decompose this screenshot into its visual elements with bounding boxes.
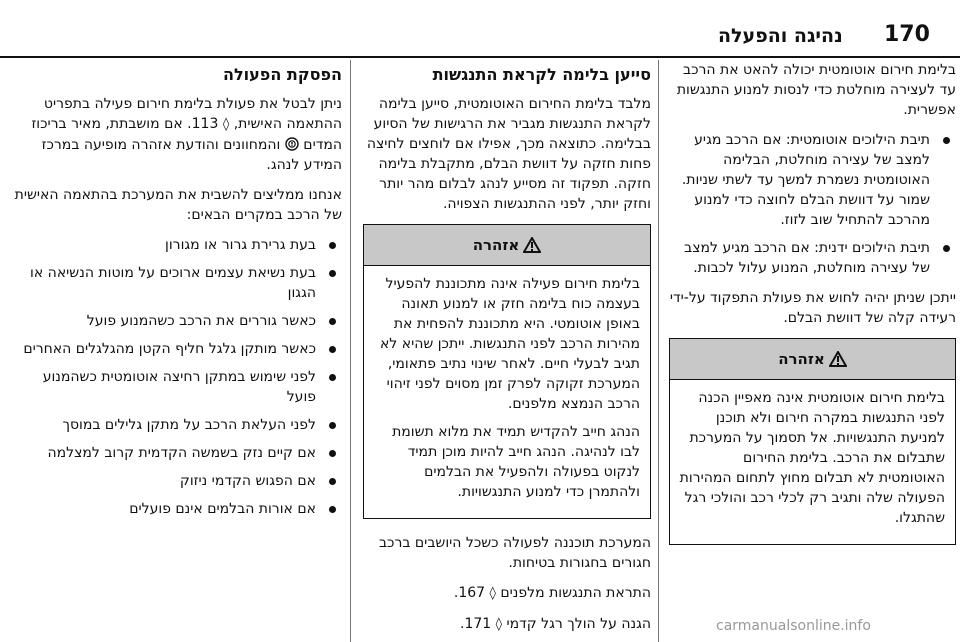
bullet-icon [329,242,336,249]
column-left [6,60,346,642]
warning-text: בלימת חירום פעילה אינה מתכוננת להפעיל בעצמה כוח בלימה חזק או למנוע תאונה באופן אוטומטי. היא מתכוננת להפחית את מהירות הרכב לפני התנגשות. ייתכן שהיא לא תגיב לבעלי חיים. לאחר שינוי נתיב פתאומי, המערכת זקוקה לפרק זמן מסוים לפני זיהוי הרכב הנמצא מלפנים. [379,276,640,412]
list-item [669,130,956,230]
list-item [10,311,342,331]
watermark-text: carmanualsonline.info [716,618,871,634]
list-item [10,235,342,255]
list-item [10,471,342,491]
reference-page: 171 [464,616,492,632]
page-number: 170 [884,22,930,47]
list-item-text: אם קיים נזק בשמשה הקדמית קרוב למצלמה [47,445,316,461]
reference-arrow-icon: ◊ [489,586,496,601]
warning-body [364,266,650,518]
warning-title: אזהרה [472,236,520,254]
warning-text: הנהג חייב להקדיש תמיד את מלוא תשומת לבו לנהיגה. הנהג חייב להיות מוכן תמיד לנקוט בפעולה ולהפעיל את הבלמים ולהתמרן כדי למנוע התנגשויות. [392,424,640,500]
cross-reference-link[interactable]: התראת התנגשות מלפנים ◊ 167. [453,585,651,601]
warning-box [669,338,956,545]
list-item [10,367,342,407]
bullet-icon [329,450,336,457]
text-span: ניתן לבטל את פעולת בלימת חירום פעילה בתפריט ההתאמה האישית, [43,96,342,132]
deactivation-cases-list [10,235,342,519]
warning-header [364,225,650,266]
reference-arrow-icon: ◊ [495,617,503,632]
page-section-title: נהיגה והפעלה [718,25,843,47]
reference-arrow-icon: ◊ [222,117,230,132]
list-item [10,339,342,359]
bullet-icon [329,270,336,277]
reference-page[interactable]: 113 [191,116,219,132]
text-span: אם מושבתת, מאיר בריכוז המדים [31,116,342,153]
section-heading: סייען בלימה לקראת התנגשות [432,65,651,84]
list-item-text: כאשר מותקן גלגל חליף הקטן מהגלגלים האחרים [23,341,316,357]
reference-text: הגנה על הולך רגל קדמי [506,616,651,632]
list-item-text: לפני שימוש במתקן רחיצה אוטומטית כשהמנוע פועל [42,369,316,405]
list-item-text: אם אורות הבלמים אינם פועלים [129,501,316,517]
list-item-text: תיבת הילוכים אוטומטית: אם הרכב מגיע למצב של עצירה מוחלטת, הבלימה האוטומטית נשמרת למשך עד לשתי שניות. שמור על דוושת הבלם לחוצה כדי למנוע מהרכב להתחיל שוב לזוז. [681,132,930,228]
seatbelt-paragraph: המערכת תוכננה לפעולה כשכל היושבים ברכב חגורים בחגורות בטיחות. [378,535,651,571]
list-item-text: בעת גרירת גרור או מגורון [165,237,316,253]
warning-header [670,339,955,380]
bullet-icon [329,478,336,485]
brake-assist-paragraph: מלבד בלימת החירום האוטומטית, סייען בלימה לקראת התנגשות מגביר את הרגישות של הסיוע בבלימה. כתוצאה מכך, אפילו אם לוחצים לחיצה פחות חזקה על דוושת הבלם, מתקבלת בלימה חזקה. תפקוד זה מסייע לנהג לבלום מהר יותר וחזק יותר, לפני ההתנגשות הצפויה. [366,96,651,212]
bullet-icon [943,245,950,252]
warning-triangle-icon [829,351,847,367]
bullet-icon [329,318,336,325]
reference-text: התראת התנגשות מלפנים [500,585,651,601]
text-span: והמחוונים והודעת אזהרה מופיעה במרכז המידע לנהג. [41,137,342,173]
column-divider [350,60,351,642]
list-item [10,443,342,463]
intro-paragraph: בלימת חירום אוטומטית יכולה להאט את הרכב עד לעצירה מוחלטת כדי לנסות למנוע התנגשות אפשרית. [676,62,956,118]
list-item-text: לפני העלאת הרכב על מתקן גלילים במוסך [62,417,316,433]
list-item-text: אם הפגוש הקדמי ניזוק [179,473,316,489]
deactivation-paragraph: ניתן לבטל את פעולת בלימת חירום פעילה בתפריט ההתאמה האישית, ◊ 113. אם מושבתת, מאיר בריכוז המדים והמחוונים והודעת אזהרה מופיעה במרכז המידע לנהג. [31,96,342,173]
warning-body [670,380,955,544]
bullet-icon [943,137,950,144]
list-item [10,263,342,303]
list-item-text: כאשר גוררים את הרכב כשהמנוע פועל [86,313,316,329]
page-header [0,0,960,56]
column-middle [355,60,655,642]
warning-triangle-icon [523,237,541,253]
transmission-list [669,130,956,278]
column-right [661,60,960,642]
bullet-icon [329,506,336,513]
section-heading: הפסקת הפעולה [222,65,342,84]
cross-reference-link[interactable]: הגנה על הולך רגל קדמי ◊ 171. [459,616,651,632]
list-item [669,238,956,278]
list-item [10,415,342,435]
warning-box [363,224,651,519]
list-item-text: תיבת הילוכים ידנית: אם הרכב מגיע למצב של עצירה מוחלטת, המנוע עלול לכבות. [684,240,930,276]
warning-text: בלימת חירום אוטומטית אינה מאפיין הכנה לפני התנגשות במקרה חירום ולא תוכנן למניעת התנגשויות. אל תסמוך על המערכת שתבלום את הרכב. בלימת החירום האוטומטית לא תבלום מחוץ לתחום המהירות הפעולה שלה ותגיב רק לכלי רכב והולכי רגל שהתגלו. [679,390,945,526]
bullet-icon [329,374,336,381]
header-rule [0,56,960,58]
bullet-icon [329,346,336,353]
vibration-paragraph: ייתכן שניתן יהיה לחוש את פעולת התפקוד על-ידי רעידה קלה של דוושת הבלם. [669,290,956,326]
column-divider [658,60,659,642]
reference-page: 167 [458,585,486,601]
recommendation-paragraph: אנחנו ממליצים להשבית את המערכת בהתאמה האישית של הרכב במקרים הבאים: [14,187,342,223]
list-item [10,499,342,519]
bullet-icon [329,422,336,429]
brake-system-icon [285,137,299,151]
list-item-text: בעת נשיאת עצמים ארוכים על מוטות הנשיאה או הגגון [30,265,316,301]
warning-title: אזהרה [778,350,825,368]
